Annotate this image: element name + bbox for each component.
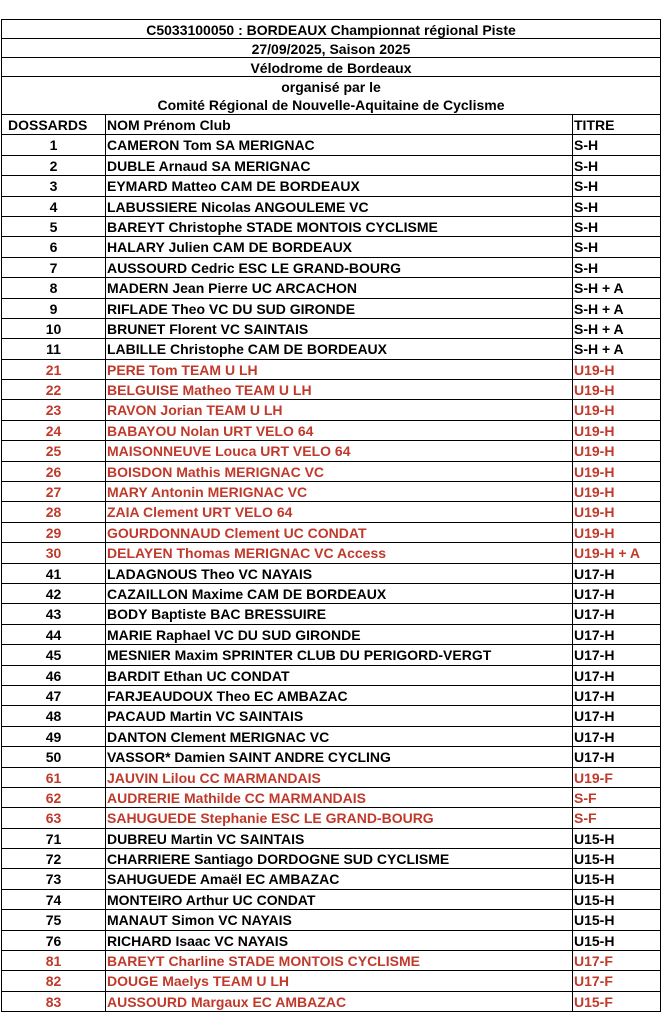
name-club-cell: MARIE Raphael VC DU SUD GIRONDE (107, 626, 361, 643)
titre-cell: U17-H (574, 565, 615, 582)
column-divider (105, 727, 106, 746)
column-divider (572, 564, 573, 583)
column-divider (572, 135, 573, 154)
column-divider (105, 360, 106, 379)
column-divider (572, 951, 573, 970)
table-row (1, 727, 661, 747)
column-divider (572, 645, 573, 664)
column-divider (572, 462, 573, 481)
event-venue-text: Vélodrome de Bordeaux (250, 60, 412, 76)
column-divider (572, 197, 573, 216)
titre-cell: S-H + A (574, 320, 624, 337)
column-divider (572, 156, 573, 175)
column-divider (572, 584, 573, 603)
dossard-cell: 21 (45, 361, 62, 378)
column-divider (105, 258, 106, 277)
titre-cell: U17-H (574, 687, 615, 704)
titre-cell: U15-H (574, 932, 615, 949)
column-divider (572, 727, 573, 746)
organizer-intro-text: organisé par le (281, 79, 381, 95)
table-row (1, 135, 661, 155)
column-divider (105, 584, 106, 603)
dossard-cell: 30 (45, 545, 62, 562)
event-venue (1, 58, 661, 77)
name-club-cell: MARY Antonin MERIGNAC VC (107, 484, 308, 501)
table-row (1, 482, 661, 502)
titre-cell: U17-H (574, 585, 615, 602)
titre-cell: U15-H (574, 871, 615, 888)
column-divider (105, 951, 106, 970)
column-divider (572, 339, 573, 358)
table-row (1, 849, 661, 869)
name-club-cell: FARJEAUDOUX Theo EC AMBAZAC (107, 687, 348, 704)
name-club-cell: BAREYT Christophe STADE MONTOIS CYCLISME (107, 218, 438, 235)
dossard-cell: 5 (49, 218, 58, 235)
name-club-cell: GOURDONNAUD Clement UC CONDAT (107, 524, 367, 541)
column-divider (572, 768, 573, 787)
column-divider (105, 768, 106, 787)
name-club-cell: AUSSOURD Cedric ESC LE GRAND-BOURG (107, 259, 402, 276)
titre-cell: U19-H (574, 402, 615, 419)
titre-cell: S-F (574, 810, 597, 827)
titre-cell: U17-H (574, 749, 615, 766)
name-club-cell: BELGUISE Matheo TEAM U LH (107, 382, 312, 399)
titre-cell: U15-H (574, 891, 615, 908)
name-club-cell: DUBREU Martin VC SAINTAIS (107, 830, 305, 847)
column-divider (105, 462, 106, 481)
table-row (1, 217, 661, 237)
titre-cell: U17-H (574, 728, 615, 745)
table-row (1, 278, 661, 298)
dossard-cell: 24 (45, 422, 62, 439)
titre-cell: U19-F (574, 769, 613, 786)
name-club-cell: MANAUT Simon VC NAYAIS (107, 912, 292, 929)
titre-cell: U19-H (574, 382, 615, 399)
titre-cell: U15-F (574, 993, 613, 1010)
table-row (1, 788, 661, 808)
column-divider (105, 156, 106, 175)
column-divider (572, 971, 573, 990)
dossard-cell: 9 (49, 300, 58, 317)
event-title-text: C5033100050 : BORDEAUX Championnat régional Piste (146, 22, 516, 38)
dossard-cell: 8 (49, 280, 58, 297)
column-divider (572, 666, 573, 685)
titre-cell: S-H (574, 157, 599, 174)
dossard-cell: 11 (46, 341, 61, 358)
titre-cell: U15-H (574, 851, 615, 868)
name-club-cell: MONTEIRO Arthur UC CONDAT (107, 891, 316, 908)
name-club-cell: JAUVIN Lilou CC MARMANDAIS (107, 769, 321, 786)
column-divider (105, 788, 106, 807)
table-row (1, 360, 661, 380)
titre-cell: U17-H (574, 626, 615, 643)
table-row (1, 890, 661, 910)
dossard-cell: 82 (45, 973, 62, 990)
column-divider (105, 931, 106, 950)
name-club-cell: BARDIT Ethan UC CONDAT (107, 667, 290, 684)
dossard-cell: 23 (45, 402, 62, 419)
titre-cell: S-F (574, 789, 597, 806)
column-divider (105, 849, 106, 868)
name-club-cell: HALARY Julien CAM DE BORDEAUX (107, 239, 353, 256)
column-divider (572, 441, 573, 460)
column-divider (572, 849, 573, 868)
table-row (1, 951, 661, 971)
titre-cell: U17-H (574, 667, 615, 684)
titre-cell: U15-H (574, 912, 615, 929)
name-club-cell: DOUGE Maelys TEAM U LH (107, 973, 290, 990)
column-divider (572, 299, 573, 318)
name-club-cell: RIFLADE Theo VC DU SUD GIRONDE (107, 300, 356, 317)
name-club-cell: SAHUGUEDE Stephanie ESC LE GRAND-BOURG (107, 810, 434, 827)
dossard-cell: 46 (45, 667, 62, 684)
table-header-row (1, 115, 661, 135)
table-row (1, 706, 661, 726)
column-divider (105, 992, 106, 1011)
column-divider (572, 502, 573, 521)
table-row (1, 604, 661, 624)
titre-cell: S-H (574, 259, 599, 276)
dossard-cell: 3 (49, 178, 58, 195)
column-divider (572, 258, 573, 277)
column-divider (105, 441, 106, 460)
name-club-cell: MESNIER Maxim SPRINTER CLUB DU PERIGORD-VERGT (107, 647, 492, 664)
dossard-cell: 1 (49, 137, 58, 154)
column-divider (572, 400, 573, 419)
dossard-cell: 73 (45, 871, 62, 888)
table-row (1, 237, 661, 257)
table-row (1, 992, 661, 1012)
column-divider (572, 869, 573, 888)
table-row (1, 197, 661, 217)
dossard-cell: 28 (45, 504, 62, 521)
table-row (1, 584, 661, 604)
titre-cell: U19-H + A (574, 545, 641, 562)
dossard-cell: 6 (49, 239, 58, 256)
table-row (1, 421, 661, 441)
column-divider (572, 482, 573, 501)
name-club-cell: VASSOR* Damien SAINT ANDRE CYCLING (107, 749, 391, 766)
table-row (1, 258, 661, 278)
table-row (1, 747, 661, 767)
dossard-cell: 50 (45, 749, 62, 766)
titre-cell: S-H + A (574, 341, 624, 358)
organizer-name-text: Comité Régional de Nouvelle-Aquitaine de Cyclisme (157, 97, 505, 113)
column-divider (105, 278, 106, 297)
column-divider (572, 217, 573, 236)
column-divider (105, 482, 106, 501)
event-date-text: 27/09/2025, Saison 2025 (251, 41, 411, 57)
column-divider (105, 971, 106, 990)
titre-cell: S-H (574, 239, 599, 256)
column-divider (105, 319, 106, 338)
column-divider (105, 666, 106, 685)
dossard-cell: 22 (45, 382, 62, 399)
name-club-cell: LADAGNOUS Theo VC NAYAIS (107, 565, 313, 582)
name-club-cell: PERE Tom TEAM U LH (107, 361, 258, 378)
titre-cell: U19-H (574, 484, 615, 501)
column-divider (572, 625, 573, 644)
table-row (1, 869, 661, 889)
column-divider (105, 299, 106, 318)
column-divider (572, 706, 573, 725)
column-divider (105, 890, 106, 909)
column-divider (572, 523, 573, 542)
table-row (1, 462, 661, 482)
name-club-cell: RICHARD Isaac VC NAYAIS (107, 932, 289, 949)
column-divider (105, 604, 106, 623)
titre-cell: S-H + A (574, 300, 624, 317)
titre-cell: U19-H (574, 361, 615, 378)
column-divider (572, 931, 573, 950)
table-row (1, 910, 661, 930)
column-divider (572, 421, 573, 440)
dossard-cell: 47 (45, 687, 62, 704)
name-club-cell: BODY Baptiste BAC BRESSUIRE (107, 606, 327, 623)
column-divider (105, 686, 106, 705)
titre-cell: U17-H (574, 606, 615, 623)
dossard-cell: 49 (45, 728, 62, 745)
column-divider (105, 869, 106, 888)
table-row (1, 339, 661, 359)
event-title (1, 20, 661, 39)
table-row (1, 299, 661, 319)
titre-cell: U17-H (574, 647, 615, 664)
table-row (1, 400, 661, 420)
column-divider (105, 339, 106, 358)
dossard-cell: 45 (45, 647, 62, 664)
column-divider (105, 564, 106, 583)
name-club-cell: DUBLE Arnaud SA MERIGNAC (107, 157, 311, 174)
name-club-cell: AUSSOURD Margaux EC AMBAZAC (107, 993, 347, 1010)
dossard-cell: 61 (45, 769, 62, 786)
titre-cell: S-H (574, 198, 599, 215)
name-club-cell: BRUNET Florent VC SAINTAIS (107, 320, 309, 337)
event-organizer (1, 77, 661, 115)
name-club-cell: PACAUD Martin VC SAINTAIS (107, 708, 304, 725)
column-divider (105, 829, 106, 848)
column-divider (105, 910, 106, 929)
dossard-cell: 26 (45, 463, 62, 480)
column-divider (105, 747, 106, 766)
name-club-cell: ZAIA Clement URT VELO 64 (107, 504, 293, 521)
column-header-dossard: DOSSARDS (8, 117, 88, 133)
table-row (1, 625, 661, 645)
column-divider (572, 686, 573, 705)
dossard-cell: 81 (45, 953, 62, 970)
dossard-cell: 72 (45, 851, 62, 868)
table-row (1, 931, 661, 951)
name-club-cell: LABUSSIERE Nicolas ANGOULEME VC (107, 198, 369, 215)
dossard-cell: 44 (45, 626, 62, 643)
table-row (1, 666, 661, 686)
column-divider (572, 380, 573, 399)
name-club-cell: CAMERON Tom SA MERIGNAC (107, 137, 315, 154)
column-divider (105, 380, 106, 399)
name-club-cell: DELAYEN Thomas MERIGNAC VC Access (107, 545, 387, 562)
event-date (1, 39, 661, 58)
column-divider (572, 360, 573, 379)
dossard-cell: 4 (49, 198, 58, 215)
column-divider (572, 788, 573, 807)
dossard-cell: 75 (45, 912, 62, 929)
column-divider (105, 176, 106, 195)
titre-cell: U17-F (574, 973, 613, 990)
name-club-cell: LABILLE Christophe CAM DE BORDEAUX (107, 341, 387, 358)
column-divider (105, 645, 106, 664)
name-club-cell: EYMARD Matteo CAM DE BORDEAUX (107, 178, 360, 195)
table-row (1, 768, 661, 788)
name-club-cell: AUDRERIE Mathilde CC MARMANDAIS (107, 789, 366, 806)
name-club-cell: MAISONNEUVE Louca URT VELO 64 (107, 443, 351, 460)
column-divider (105, 421, 106, 440)
dossard-cell: 27 (45, 484, 62, 501)
dossard-cell: 42 (45, 585, 62, 602)
name-club-cell: RAVON Jorian TEAM U LH (107, 402, 283, 419)
table-row (1, 176, 661, 196)
column-divider (572, 604, 573, 623)
titre-cell: U15-H (574, 830, 615, 847)
table-row (1, 523, 661, 543)
column-divider (105, 523, 106, 542)
dossard-cell: 62 (45, 789, 62, 806)
column-divider (105, 543, 106, 562)
name-club-cell: SAHUGUEDE Amaël EC AMBAZAC (107, 871, 340, 888)
table-row (1, 441, 661, 461)
table-row (1, 829, 661, 849)
titre-cell: S-H (574, 218, 599, 235)
dossard-cell: 43 (45, 606, 62, 623)
titre-cell: S-H (574, 178, 599, 195)
column-header-nom: NOM Prénom Club (107, 117, 231, 133)
table-row (1, 156, 661, 176)
column-divider (572, 237, 573, 256)
titre-cell: U19-H (574, 443, 615, 460)
titre-cell: U19-H (574, 524, 615, 541)
column-divider (572, 319, 573, 338)
titre-cell: U17-F (574, 953, 613, 970)
name-club-cell: DANTON Clement MERIGNAC VC (107, 728, 330, 745)
column-header-titre: TITRE (574, 117, 615, 133)
dossard-cell: 41 (45, 565, 62, 582)
dossard-cell: 29 (45, 524, 62, 541)
name-club-cell: BOISDON Mathis MERIGNAC VC (107, 463, 325, 480)
column-divider (105, 135, 106, 154)
name-club-cell: CHARRIERE Santiago DORDOGNE SUD CYCLISME (107, 851, 450, 868)
dossard-cell: 83 (45, 993, 62, 1010)
column-divider (105, 400, 106, 419)
column-divider (572, 992, 573, 1011)
table-row (1, 564, 661, 584)
dossard-cell: 76 (45, 932, 62, 949)
dossard-cell: 74 (45, 891, 62, 908)
column-divider (105, 115, 106, 134)
column-divider (572, 115, 573, 134)
column-divider (572, 910, 573, 929)
dossard-cell: 63 (45, 810, 62, 827)
column-divider (105, 197, 106, 216)
name-club-cell: BAREYT Charline STADE MONTOIS CYCLISME (107, 953, 420, 970)
dossard-cell: 71 (45, 830, 62, 847)
column-divider (105, 625, 106, 644)
start-list-sheet (1, 19, 661, 1012)
column-divider (572, 747, 573, 766)
titre-cell: U19-H (574, 422, 615, 439)
column-divider (105, 237, 106, 256)
rider-list (1, 135, 661, 1012)
table-row (1, 686, 661, 706)
column-divider (572, 890, 573, 909)
dossard-cell: 25 (45, 443, 62, 460)
column-divider (572, 278, 573, 297)
table-row (1, 971, 661, 991)
table-row (1, 502, 661, 522)
column-divider (572, 808, 573, 827)
column-divider (572, 543, 573, 562)
dossard-cell: 2 (49, 157, 58, 174)
dossard-cell: 7 (49, 259, 58, 276)
table-row (1, 645, 661, 665)
table-row (1, 380, 661, 400)
column-divider (105, 808, 106, 827)
column-divider (105, 217, 106, 236)
table-row (1, 808, 661, 828)
dossard-cell: 10 (45, 320, 62, 337)
name-club-cell: CAZAILLON Maxime CAM DE BORDEAUX (107, 585, 387, 602)
table-row (1, 319, 661, 339)
column-divider (105, 706, 106, 725)
dossard-cell: 48 (45, 708, 62, 725)
column-divider (572, 829, 573, 848)
titre-cell: S-H (574, 137, 599, 154)
name-club-cell: MADERN Jean Pierre UC ARCACHON (107, 280, 357, 297)
titre-cell: U17-H (574, 708, 615, 725)
titre-cell: U19-H (574, 504, 615, 521)
column-divider (105, 502, 106, 521)
name-club-cell: BABAYOU Nolan URT VELO 64 (107, 422, 314, 439)
titre-cell: U19-H (574, 463, 615, 480)
table-row (1, 543, 661, 563)
titre-cell: S-H + A (574, 280, 624, 297)
column-divider (572, 176, 573, 195)
